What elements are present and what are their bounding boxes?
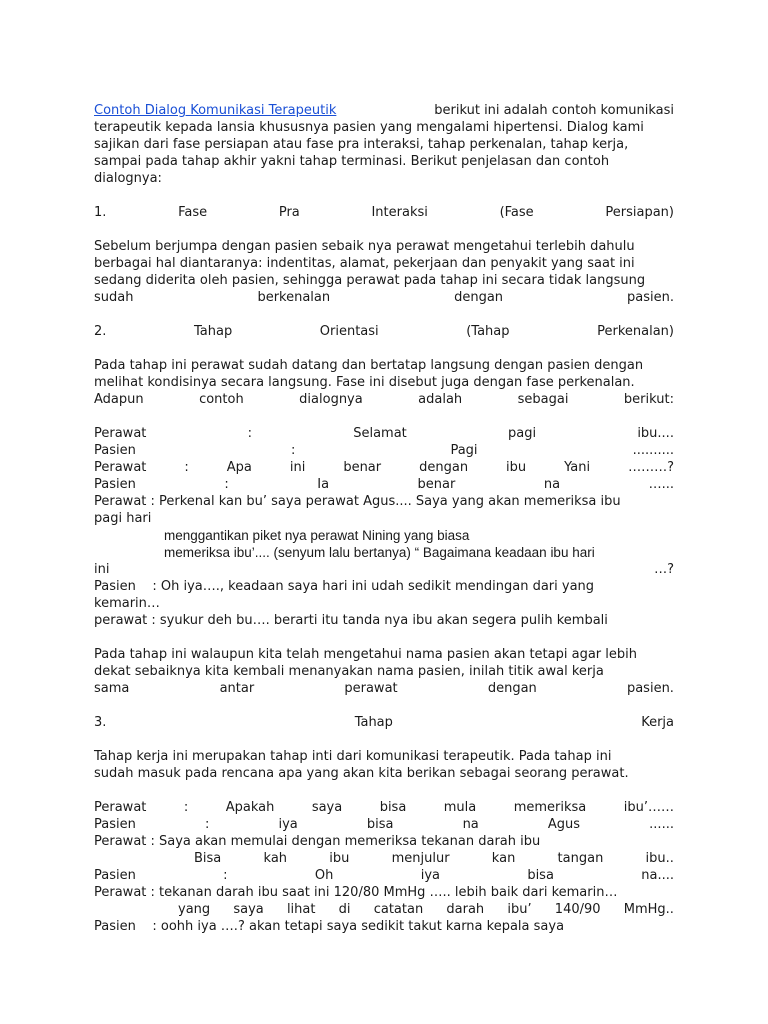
word: 3. [94, 715, 107, 730]
dialog-line: Perawat : Saya akan memulai dengan memeriksa tekanan darah ibu [94, 834, 541, 849]
word: ibu.... [637, 426, 674, 441]
word: : [223, 868, 228, 883]
paragraph-line [94, 680, 674, 697]
section-1-heading [94, 204, 674, 221]
word: memeriksa [513, 800, 587, 815]
dialog-line [94, 561, 674, 578]
word: MmHg.. [623, 902, 674, 917]
word: kah [263, 851, 288, 866]
dialog-line: perawat : syukur deh bu…. berarti itu tanda nya ibu akan segera pulih kembali [94, 613, 608, 628]
word: na [543, 477, 561, 492]
word: : [204, 817, 210, 832]
dialog-line: pagi hari [94, 511, 152, 526]
word: ibu [329, 851, 350, 866]
word: : [290, 443, 296, 458]
word: : [184, 460, 189, 475]
article-body [94, 102, 674, 935]
orientation-dialog [94, 425, 674, 629]
intro-line: sajikan dari fase persiapan atau fase pra interaksi, tahap perkenalan, tahap kerja, [94, 137, 629, 152]
word: bisa [527, 868, 554, 883]
dialog-line [94, 425, 674, 442]
paragraph-line: berbagai hal diantaranya: indentitas, alamat, pekerjaan dan penyakit yang saat ini [94, 256, 635, 271]
dialog-line [94, 442, 674, 459]
intro-paragraph [94, 102, 674, 187]
word: na.... [641, 868, 674, 883]
section-2-paragraph [94, 357, 674, 408]
paragraph-line: Tahap kerja ini merupakan tahap inti dari komunikasi terapeutik. Pada tahap ini [94, 749, 612, 764]
word: ibu’ [507, 902, 532, 917]
dialog-line [94, 901, 674, 918]
word: pagi [508, 426, 537, 441]
word: adalah [418, 392, 463, 407]
paragraph-line: sudah masuk pada rencana apa yang akan kita berikan sebagai seorang perawat. [94, 766, 629, 781]
word: contoh [199, 392, 244, 407]
word: ini [289, 460, 306, 475]
word: Persiapan) [605, 205, 674, 220]
word: saya [233, 902, 264, 917]
word: kan [491, 851, 516, 866]
section-2-heading [94, 323, 674, 340]
word: iya [278, 817, 298, 832]
paragraph-line [94, 391, 674, 408]
word: 2. [94, 324, 107, 339]
dialog-line: kemarin… [94, 596, 160, 611]
word: darah [446, 902, 485, 917]
section-3-heading [94, 714, 674, 731]
section-1-paragraph [94, 238, 674, 306]
word: bisa [379, 800, 407, 815]
word: berkenalan [257, 290, 331, 305]
word: Ia [317, 477, 330, 492]
word: bisa [366, 817, 394, 832]
word: dialognya [299, 392, 363, 407]
word: Pra [278, 205, 300, 220]
intro-line: sampai pada tahap akhir yakni tahap terminasi. Berikut penjelasan dan contoh [94, 154, 610, 169]
word: dengan [419, 460, 469, 475]
dialog-line: menggantikan piket nya perawat Nining yang biasa [164, 528, 470, 543]
word: saya [311, 800, 343, 815]
word: ibu.. [645, 851, 674, 866]
section-3-paragraph [94, 748, 674, 782]
word: Selamat [353, 426, 407, 441]
intro-line: dialognya: [94, 171, 162, 186]
word: ibu’…… [623, 800, 674, 815]
paragraph-line: sedang diderita oleh pasien, sehingga perawat pada tahap ini secara tidak langsung [94, 273, 646, 288]
dialog-text: …? [654, 562, 674, 577]
word: Kerja [641, 715, 674, 730]
word: catatan [373, 902, 424, 917]
word: Bisa [194, 851, 222, 866]
word: Adapun [94, 392, 144, 407]
section-2-closing-paragraph [94, 646, 674, 697]
word: di [338, 902, 351, 917]
word: ...... [649, 817, 674, 832]
dialog-line [94, 867, 674, 884]
dialog-line: memeriksa ibu’.... (senyum lalu bertanya) “ Bagaimana keadaan ibu hari [164, 545, 595, 560]
word: perawat [344, 681, 398, 696]
paragraph-line: dekat sebaiknya kita kembali menanyakan nama pasien, inilah titik awal kerja [94, 664, 604, 679]
word: Tahap [193, 324, 233, 339]
word: Pagi [450, 443, 478, 458]
word: Fase [178, 205, 208, 220]
word: yang [178, 902, 211, 917]
dialog-line [94, 816, 674, 833]
word: Pasien [94, 817, 136, 832]
word: ibu [506, 460, 527, 475]
word: Perkenalan) [597, 324, 674, 339]
word: Pasien [94, 868, 136, 883]
word: mula [443, 800, 477, 815]
dialog-line [94, 799, 674, 816]
intro-line: terapeutik kepada lansia khususnya pasien yang mengalami hipertensi. Dialog kami [94, 120, 644, 135]
word: na [462, 817, 479, 832]
dialog-line: Pasien : Oh iya…., keadaan saya hari ini udah sedikit mendingan dari yang [94, 579, 595, 594]
word: Pasien [94, 477, 136, 492]
word: benar [343, 460, 382, 475]
word: Apakah [225, 800, 275, 815]
word: 140/90 [554, 902, 601, 917]
article-link[interactable]: Contoh Dialog Komunikasi Terapeutik [94, 103, 337, 118]
word: pasien. [626, 290, 674, 305]
word: : [247, 426, 252, 441]
paragraph-line: Pada tahap ini walaupun kita telah mengetahui nama pasien akan tetapi agar lebih [94, 647, 637, 662]
word: …... [648, 477, 674, 492]
word: Apa [226, 460, 252, 475]
word: sudah [94, 290, 134, 305]
word: 1. [94, 205, 107, 220]
word: Tahap [354, 715, 393, 730]
word: iya [420, 868, 440, 883]
word: ………? [628, 460, 674, 475]
word: antar [219, 681, 255, 696]
word: .......... [632, 443, 674, 458]
word: tangan [557, 851, 604, 866]
word: (Fase [499, 205, 534, 220]
paragraph-line: Pada tahap ini perawat sudah datang dan bertatap langsung dengan pasien dengan [94, 358, 644, 373]
word: pasien. [626, 681, 674, 696]
word: Pasien [94, 443, 136, 458]
word: (Tahap [466, 324, 510, 339]
word: dengan [454, 290, 504, 305]
word: berikut: [623, 392, 674, 407]
intro-line-text: berikut ini adalah contoh komunikasi [434, 103, 674, 118]
work-dialog [94, 799, 674, 935]
word: Interaksi [371, 205, 428, 220]
word: dengan [487, 681, 537, 696]
word: Oh [314, 868, 334, 883]
word: Perawat [94, 426, 147, 441]
dialog-line [94, 850, 674, 867]
dialog-text: ini [94, 562, 110, 577]
dialog-line: Perawat : Perkenal kan bu’ saya perawat Agus.... Saya yang akan memeriksa ibu [94, 494, 621, 509]
word: : [183, 800, 189, 815]
word: sebagai [517, 392, 569, 407]
word: lihat [286, 902, 316, 917]
word: menjulur [391, 851, 450, 866]
word: Perawat [94, 800, 147, 815]
intro-line [94, 102, 674, 119]
dialog-line: Perawat : tekanan darah ibu saat ini 120/80 MmHg ….. lebih baik dari kemarin… [94, 885, 618, 900]
paragraph-line: Sebelum berjumpa dengan pasien sebaik nya perawat mengetahui terlebih dahulu [94, 239, 635, 254]
dialog-line: Pasien : oohh iya ….? akan tetapi saya sedikit takut karna kepala saya [94, 919, 565, 934]
dialog-line [94, 459, 674, 476]
paragraph-line [94, 289, 674, 306]
paragraph-line: melihat kondisinya secara langsung. Fase ini disebut juga dengan fase perkenalan. [94, 375, 635, 390]
word: Yani [564, 460, 591, 475]
word: : [224, 477, 229, 492]
word: Agus [547, 817, 581, 832]
word: Perawat [94, 460, 147, 475]
dialog-line [94, 476, 674, 493]
word: Orientasi [319, 324, 379, 339]
word: sama [94, 681, 130, 696]
word: benar [417, 477, 456, 492]
